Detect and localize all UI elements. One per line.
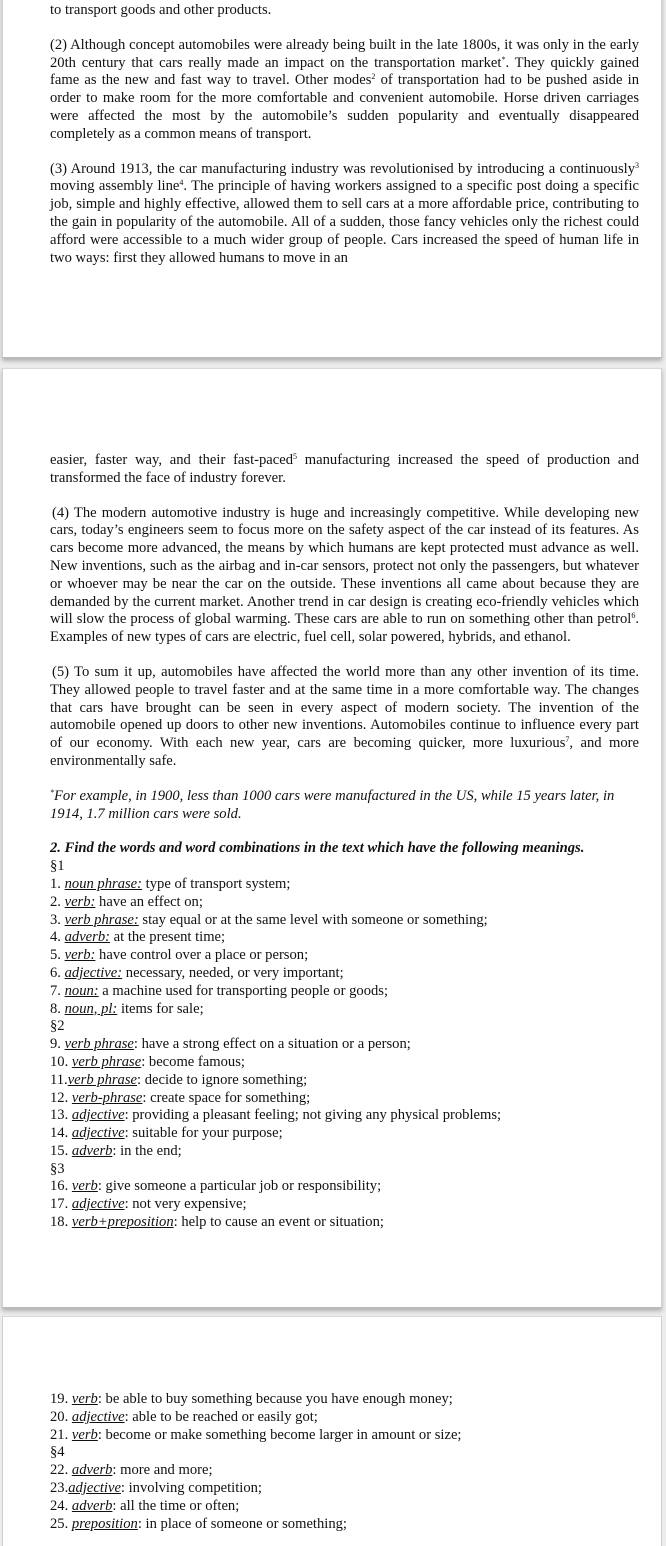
vocabulary-item [50,1391,639,1409]
paragraph-1-fragment: to transport goods and other products. [50,2,272,18]
part-of-speech: verb: [64,947,96,964]
footnote-asterisk: * [50,787,54,797]
vocabulary-item [50,1001,639,1019]
page-1-content [50,2,639,284]
item-number: 25. [50,1515,72,1532]
definition: necessary, needed, or very important; [122,964,344,981]
definition: have an effect on; [95,893,203,910]
vocabulary-item [50,1143,639,1161]
definition: : be able to buy something because you have enough money; [97,1391,453,1407]
paragraph-2: (2) Although concept automobiles were already being built in the late 1800s, it was only in the early 20th century that cars really made an impact on the transportation market*. They quickly gained fame as the new and fast way to travel. Other modes$^2$ of transportation had to be pushed aside in order to make room for the more comfortable and convenient automobile. Horse driven carriages were affected the most by the automobile’s sudden popularity and eventually disappeared completely as a common means of transport. [50,36,639,142]
section-heading: §3 [50,1160,65,1177]
definition: stay equal or at the same level with someone or something; [138,911,488,928]
part-of-speech: adverb: [64,929,110,946]
item-number: 1. [50,875,65,892]
part-of-speech: verb phrase: [64,911,139,928]
vocabulary-item [50,1178,639,1196]
part-of-speech: noun, pl: [64,1000,118,1017]
item-number: 16. [50,1178,72,1195]
definition: items for sale; [117,1000,204,1017]
part-of-speech: verb-phrase [71,1089,143,1106]
definition: : become or make something become larger in amount or size; [97,1426,462,1443]
vocabulary-item [50,1427,639,1445]
vocabulary-item [50,1072,639,1090]
item-number: 9. [50,1036,65,1053]
item-number: 21. [50,1426,72,1443]
definition: : decide to ignore something; [137,1071,308,1088]
definition: have control over a place or person; [95,947,309,964]
vocabulary-item [50,876,639,894]
vocabulary-item [50,983,639,1001]
item-number: 22. [50,1462,72,1479]
part-of-speech: verb phrase [67,1071,138,1088]
item-number: 18. [50,1214,72,1231]
definition: : have a strong effect on a situation or a person; [133,1036,411,1053]
part-of-speech: adjective [71,1408,125,1425]
section-heading: §1 [50,858,65,875]
section-heading: §4 [50,1444,65,1461]
footnote-ref-3: 3 [635,160,639,170]
definition: : more and more; [112,1462,213,1479]
part-of-speech: noun phrase: [64,875,143,892]
part-of-speech: adverb [71,1462,113,1479]
vocabulary-item [50,912,639,930]
page-3-content [50,1391,639,1533]
item-number: 5. [50,947,65,964]
item-number: 6. [50,964,65,981]
footnote-ref-4: 4 [179,178,184,188]
item-number: 12. [50,1089,72,1106]
item-number: 24. [50,1497,72,1514]
section-heading: §2 [50,1018,65,1035]
part-of-speech: preposition [71,1515,138,1532]
document-page-1 [2,0,662,358]
item-number: 17. [50,1196,72,1213]
paragraph-5: (5) To sum it up, automobiles have affected the world more than any other invention of its time. They allowed people to travel faster and at the same time in a more comfortable way. The changes that cars have brought can be seen in every aspect of modern society. The invention of the automobile opened up doors to other new inventions. Automobiles continue to influence every part of our economy. With each new year, cars are becoming quicker, more luxurious$^7$, and more environmentally safe. [50,663,639,769]
part-of-speech: verb [71,1391,98,1407]
task-title: 2. Find the words and word combinations in the text which have the following meanings. [50,840,585,857]
part-of-speech: adjective [68,1479,121,1496]
vocabulary-item [50,1214,639,1232]
part-of-speech: adverb [71,1142,113,1159]
definition: at the present time; [109,929,226,946]
page-2-content [50,452,639,1232]
definition: : help to cause an event or situation; [173,1214,384,1231]
definition: a machine used for transporting people or goods; [98,982,389,999]
item-number: 20. [50,1408,72,1425]
part-of-speech: adjective [71,1125,125,1142]
footnote-marker: * [501,54,506,64]
vocabulary-item [50,1125,639,1143]
footnote-ref-2: 2 [371,72,376,82]
definition: : not very expensive; [124,1196,247,1213]
paragraph-3: (3) Around 1913, the car manufacturing industry was revolutionised by introducing a continuously$^3$ moving assembly line$^4$. The principle of having workers assigned to a specific post doing a specific job, simple and highly effective, allowed them to sell cars at a more affordable price, contributing to the gain in popularity of the automobile. All of a sudden, those fancy vehicles only the richest could afford were accessible to a much wider group of people. Cars increased the speed of human life in two ways: first they allowed humans to move in an [50,160,639,266]
footnote-ref-7: 7 [565,735,570,745]
vocabulary-item [50,894,639,912]
vocabulary-list [50,858,639,1232]
vocabulary-item [50,947,639,965]
vocabulary-list-continued [50,1391,639,1533]
vocabulary-item [50,929,639,947]
vocabulary-item [50,1498,639,1516]
definition: : able to be reached or easily got; [124,1408,318,1425]
vocabulary-item [50,1054,639,1072]
paragraph-3-continued: easier, faster way, and their fast-paced$^5$ manufacturing increased the speed of production and transformed the face of industry forever. [50,452,640,486]
part-of-speech: adjective [71,1196,125,1213]
part-of-speech: verb [71,1178,98,1195]
item-number: 23. [50,1479,69,1496]
definition: : suitable for your purpose; [124,1125,283,1142]
definition: : all the time or often; [112,1497,240,1514]
part-of-speech: verb phrase [64,1036,134,1053]
vocabulary-item [50,1196,639,1214]
item-number: 13. [50,1107,72,1124]
item-number: 2. [50,893,65,910]
definition: : involving competition; [120,1479,262,1496]
vocabulary-item [50,1409,639,1427]
footnote-ref-6: 6 [631,611,636,621]
vocabulary-item [50,1036,639,1054]
part-of-speech: adjective [71,1107,125,1124]
definition: : create space for something; [142,1089,311,1106]
part-of-speech: verb phrase [71,1053,142,1070]
item-number: 3. [50,911,65,928]
footnote: *For example, in 1900, less than 1000 cars were manufactured in the US, while 15 years later, in 1914, 1.7 million cars were sold. [50,787,615,822]
vocabulary-item [50,1462,639,1480]
item-number: 11. [50,1071,68,1088]
part-of-speech: noun: [64,982,99,999]
definition: : in the end; [112,1142,182,1159]
definition: : give someone a particular job or responsibility; [97,1178,382,1195]
vocabulary-item [50,1480,639,1498]
footnote-ref-5: 5 [293,452,298,461]
document-page-2 [2,368,662,1308]
part-of-speech: verb [71,1426,98,1443]
item-number: 8. [50,1000,65,1017]
paragraph-4: (4) The modern automotive industry is huge and increasingly competitive. While developing new cars, today’s engineers seem to focus more on the safety aspect of the car instead of its features. As cars become more advanced, the means by which humans are kept protected must advance as well. New inventions, such as the airbag and in-car sensors, protect not only the passengers, but whatever or whoever may be near the car on the outside. These inventions all came about because they are demanded by the current market. Another trend in car design is creating eco-friendly vehicles which will slow the process of global warming. These cars are able to run on something other than petrol$^6$. Examples of new types of cars are electric, fuel cell, solar powered, hybrids, and ethanol. [50,504,639,646]
item-number: 15. [50,1142,72,1159]
part-of-speech: verb+preposition [71,1214,174,1231]
vocabulary-item [50,1516,639,1534]
definition: : providing a pleasant feeling; not giving any physical problems; [124,1107,502,1124]
document-page-3 [2,1316,662,1546]
part-of-speech: adverb [71,1497,113,1514]
definition: : become famous; [141,1053,245,1070]
definition: type of transport system; [142,875,291,892]
definition: : in place of someone or something; [137,1515,347,1532]
item-number: 7. [50,982,65,999]
part-of-speech: adjective: [64,964,123,981]
vocabulary-item [50,1090,639,1108]
vocabulary-item [50,965,639,983]
item-number: 19. [50,1391,72,1407]
part-of-speech: verb: [64,893,96,910]
item-number: 10. [50,1053,72,1070]
vocabulary-item [50,1107,639,1125]
item-number: 4. [50,929,65,946]
item-number: 14. [50,1125,72,1142]
